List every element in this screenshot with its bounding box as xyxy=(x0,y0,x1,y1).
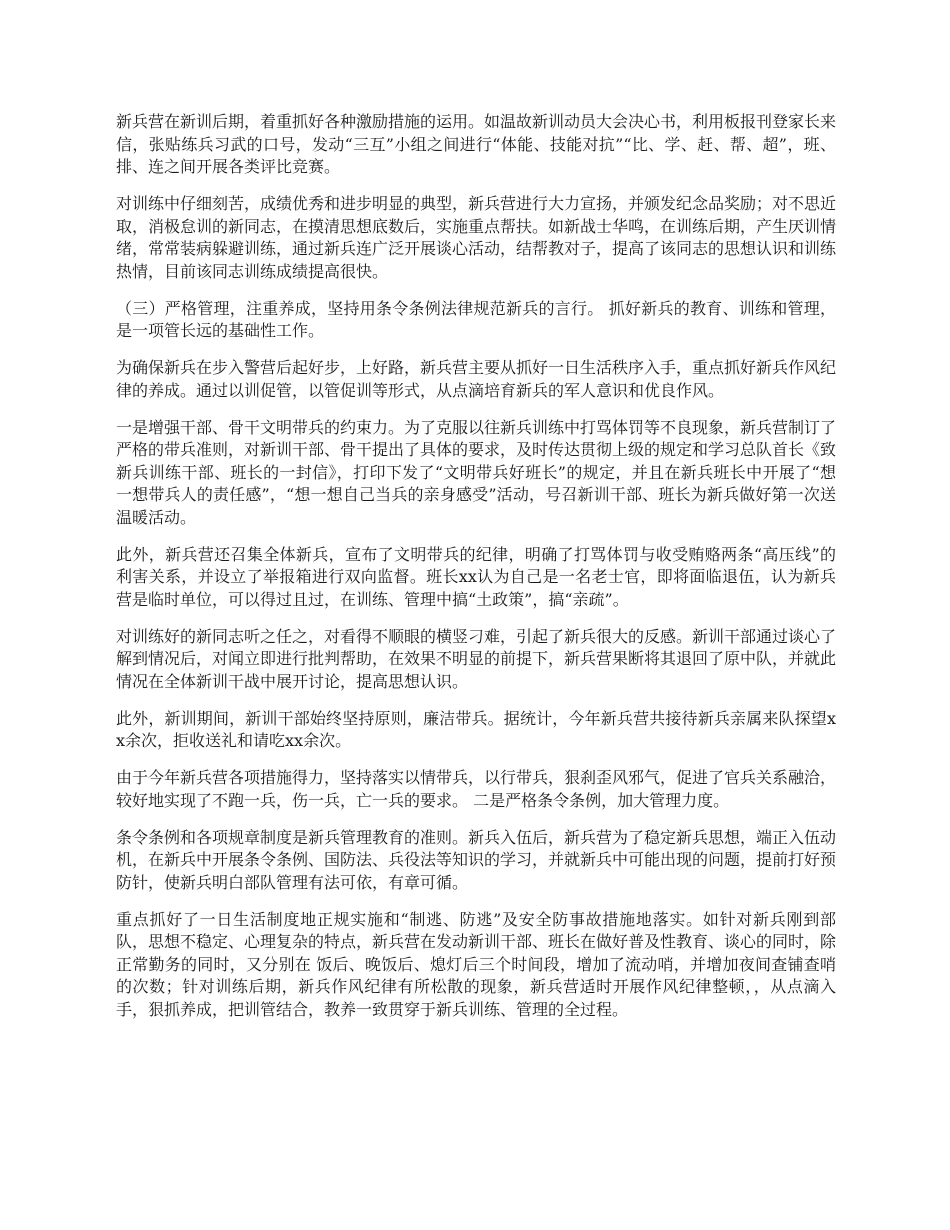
paragraph-11: 重点抓好了一日生活制度地正规实施和“制逃、防逃”及安全防事故措施地落实。如针对新兵刚到部队，思想不稳定、心理复杂的特点，新兵营在发动新训干部、班长在做好普及性教育、谈心的同时，除正常勤务的同时，又分别在 饭后、晚饭后、熄灯后三个时间段，增加了流动哨，并增加夜间查铺查哨的次数；针对训练后期，新兵作风纪律有所松散的现象，新兵营适时开展作风纪律整顿，，从点滴入手，狠抓养成，把训管结合，教养一致贯穿于新兵训练、管理的全过程。 xyxy=(116,909,837,1019)
paragraph-7: 对训练好的新同志听之任之，对看得不顺眼的横竖刁难，引起了新兵很大的反感。新训干部通过谈心了解到情况后，对闻立即进行批判帮助，在效果不明显的前提下，新兵营果断将其退回了原中队，并就此情况在全体新训干战中展开讨论，提高思想认识。 xyxy=(116,626,837,691)
paragraph-8: 此外，新训期间，新训干部始终坚持原则，廉洁带兵。据统计，今年新兵营共接待新兵亲属来队探望xx余次，拒收送礼和请吃xx余次。 xyxy=(116,708,836,750)
paragraph-2: 对训练中仔细刻苦，成绩优秀和进步明显的典型，新兵营进行大力宣扬，并颁发纪念品奖励；对不思近取，消极怠训的新同志，在摸清思想底数后，实施重点帮扶。如新战士华鸣，在训练后期，产生厌训情绪，常常装病躲避训练，通过新兵连广泛开展谈心活动，结帮教对子，提高了该同志的思想认识和训练热情，目前该同志训练成绩提高很快。 xyxy=(116,194,837,281)
paragraph-4: 为确保新兵在步入警营后起好步，上好路，新兵营主要从抓好一日生活秩序入手，重点抓好新兵作风纪律的养成。通过以训促管，以管促训等形式，从点滴培育新兵的军人意识和优良作风。 xyxy=(116,358,837,400)
document-body xyxy=(116,111,836,1036)
paragraph-6: 此外，新兵营还召集全体新兵，宣布了文明带兵的纪律，明确了打骂体罚与收受贿赂两条“高压线”的利害关系，并设立了举报箱进行双向监督。班长xx认为自己是一名老士官，即将面临退伍，认为新兵营是临时单位，可以得过且过，在训练、管理中搞“土政策”，搞“亲疏”。 xyxy=(116,544,836,609)
paragraph-10: 条令条例和各项规章制度是新兵管理教育的准则。新兵入伍后，新兵营为了稳定新兵思想，端正入伍动机，在新兵中开展条令条例、国防法、兵役法等知识的学习，并就新兵中可能出现的问题，提前打好预防针，使新兵明白部队管理有法可依，有章可循。 xyxy=(116,827,837,892)
paragraph-3: （三）严格管理，注重养成，坚持用条令条例法律规范新兵的言行。 抓好新兵的教育、训练和管理，是一项管长远的基础性工作。 xyxy=(116,298,836,340)
paragraph-1: 新兵营在新训后期，着重抓好各种激励措施的运用。如温故新训动员大会决心书，利用板报刊登家长来信，张贴练兵习武的口号，发动“三互”小组之间进行“体能、技能对抗”“比、学、赶、帮、超”，班、排、连之间开展各类评比竞赛。 xyxy=(116,112,837,176)
paragraph-9: 由于今年新兵营各项措施得力，坚持落实以情带兵，以行带兵，狠刹歪风邪气，促进了官兵关系融洽，较好地实现了不跑一兵，伤一兵，亡一兵的要求。 二是严格条令条例，加大管理力度。 xyxy=(116,768,837,810)
paragraph-5: 一是增强干部、骨干文明带兵的约束力。为了克服以往新兵训练中打骂体罚等不良现象，新兵营制订了严格的带兵准则，对新训干部、骨干提出了具体的要求，及时传达贯彻上级的规定和学习总队首长《致新兵训练干部、班长的一封信》，打印下发了“文明带兵好班长”的规定，并且在新兵班长中开展了“想一想带兵人的责任感”，“想一想自己当兵的亲身感受”活动，号召新训干部、班长为新兵做好第一次送温暖活动。 xyxy=(116,417,837,527)
